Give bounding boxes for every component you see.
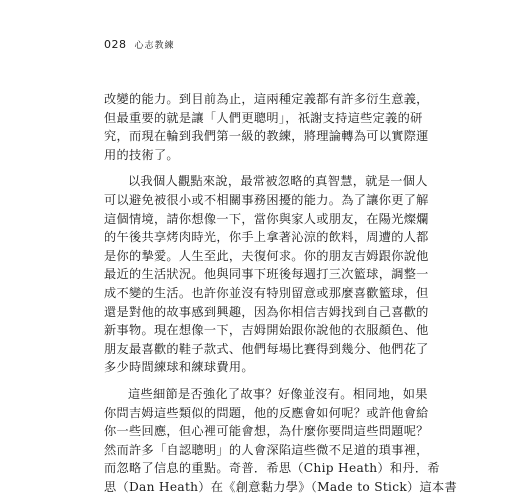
- text-line: 而忽略了信息的重點。奇普．希思（Chip Heath）和丹．希: [104, 461, 440, 476]
- paragraph-gap: [104, 164, 394, 172]
- text-line: 究，而現在輪到我們第一級的教練，將理論轉為可以實際運: [104, 129, 429, 144]
- text-line: 最近的生活狀況。他與同事下班後每週打三次籃球，調整一: [104, 267, 429, 282]
- page-header: [104, 38, 175, 51]
- text-line: 改變的能力。到目前為止，這兩種定義都有許多衍生意義，: [104, 92, 429, 106]
- paragraph-gap: [104, 377, 394, 385]
- text-line: 多少時間練球和練球費用。: [104, 360, 254, 375]
- text-line: 但最重要的就是讓「人們更聰明」，祇謝支持這些定義的研: [104, 110, 423, 125]
- running-title: 心志教練: [134, 41, 175, 51]
- text-line: 是你的摯愛。人生至此，夫復何求。你的朋友吉姆跟你說他: [104, 248, 429, 263]
- paragraph: [104, 172, 429, 377]
- text-line: 你一些回應，但心裡可能會想，為什麼你要問這些問題呢？: [104, 424, 429, 439]
- paragraph: [104, 90, 429, 164]
- page-number: 028: [104, 38, 127, 51]
- text-line: 這個情境，請你想像一下，當你與家人或朋友，在陽光燦爛: [104, 211, 429, 226]
- text-line: 你問吉姆這些類似的問題，他的反應會如何呢？或許他會給: [104, 405, 429, 420]
- text-line: 可以避免被很小或不相關事務困擾的能力。為了讓你更了解: [104, 192, 429, 207]
- text-line: 然而許多「自認聰明」的人會深陷這些微不足道的瑣事裡，: [104, 442, 429, 457]
- text-line: 思（Dan Heath）在《創意黏力學》（Made to Stick）這本書: [104, 479, 458, 494]
- text-line: 成不變的生活。也許你並沒有特別留意或那麼喜歡籃球，但: [104, 285, 429, 300]
- text-line: 這些細節是否強化了故事？好像並沒有。相同地，如果: [128, 386, 428, 401]
- text-line: 的午後共享烤肉時光，你手上拿著沁涼的飲料，周遭的人都: [104, 230, 429, 245]
- text-line: 還是對他的故事感到興趣，因為你相信吉姆找到自己喜歡的: [104, 304, 429, 319]
- body-text: [104, 90, 458, 496]
- paragraph: [104, 385, 458, 497]
- text-line: 新事物。現在想像一下，吉姆開始跟你說他的衣服顏色、他: [104, 323, 429, 338]
- text-line: 朋友最喜歡的鞋子款式、他們每場比賽得到幾分、他們花了: [104, 341, 429, 356]
- text-line: 以我個人觀點來說，最常被忽略的真智慧，就是一個人: [128, 174, 428, 189]
- text-line: 用的技術了。: [104, 147, 179, 162]
